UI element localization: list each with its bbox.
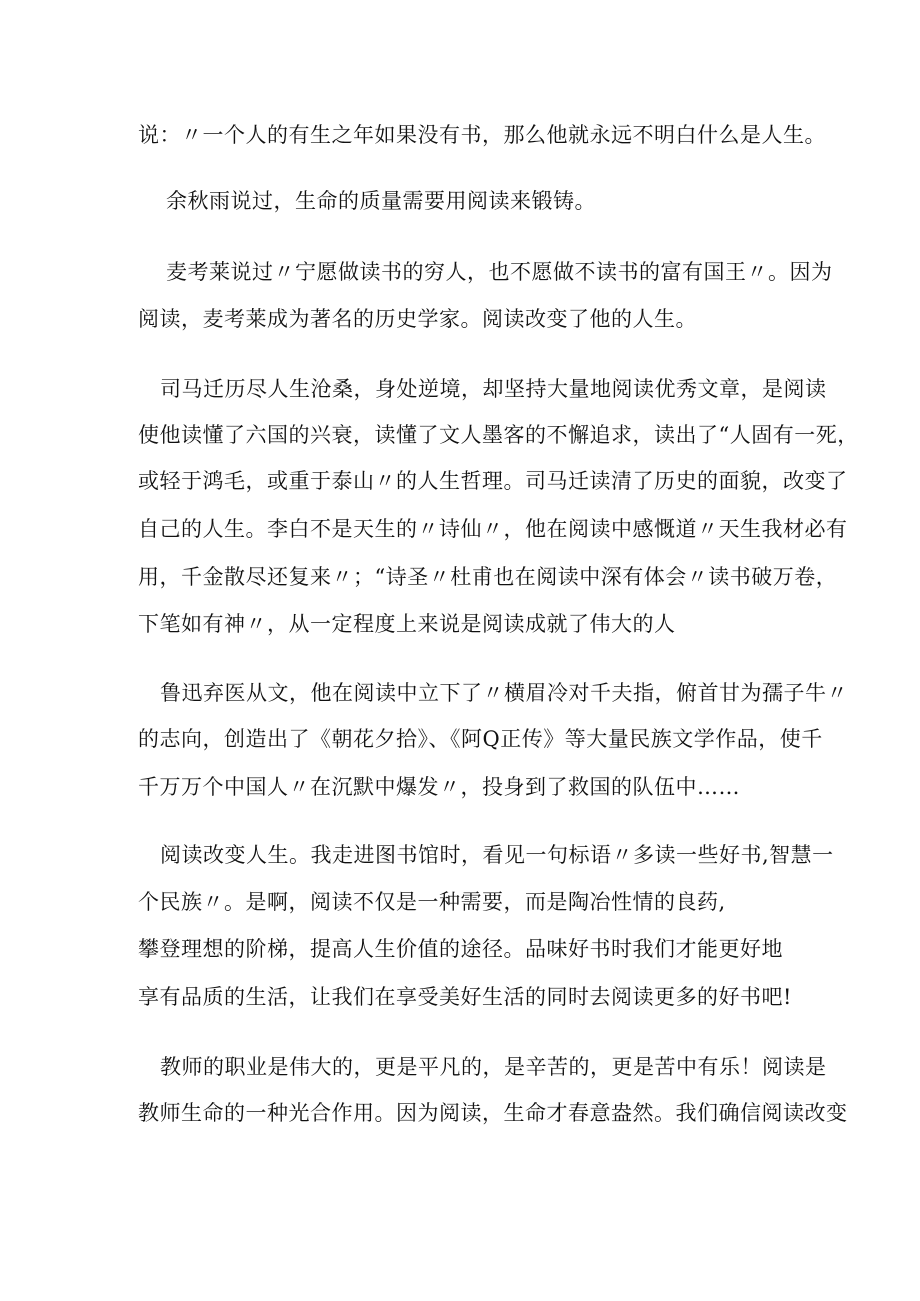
paragraph-4-line-5: 用，千金散尽还复来〃；“诗圣〃杜甫也在阅读中深有体会〃读书破万卷， bbox=[138, 565, 838, 589]
paragraph-2-line-1: 余秋雨说过，生命的质量需要用阅读来锻铸。 bbox=[166, 189, 596, 213]
paragraph-3-line-1: 麦考莱说过〃宁愿做读书的穷人，也不愿做不读书的富有国王〃。因为 bbox=[166, 260, 833, 284]
paragraph-4-line-4: 自己的人生。李白不是天生的〃诗仙〃，他在阅读中感慨道〃天生我材必有 bbox=[138, 517, 848, 541]
paragraph-4-line-2: 使他读懂了六国的兴衰，读懂了文人墨客的不懈追求，读出了“人固有一死， bbox=[138, 423, 859, 447]
paragraph-7-line-1: 教师的职业是伟大的，更是平凡的，是辛苦的，更是苦中有乐！阅读是 bbox=[160, 1055, 827, 1079]
paragraph-5-line-3: 千万万个中国人〃在沉默中爆发〃，投身到了救国的队伍中…… bbox=[138, 775, 740, 799]
paragraph-6-line-3: 攀登理想的阶梯，提高人生价值的途径。品味好书时我们才能更好地 bbox=[138, 937, 783, 961]
paragraph-4-line-6: 下笔如有神〃，从一定程度上来说是阅读成就了伟大的人 bbox=[138, 612, 676, 636]
paragraph-7-line-2: 教师生命的一种光合作用。因为阅读，生命才春意盎然。我们确信阅读改变 bbox=[138, 1101, 848, 1125]
paragraph-3-line-2: 阅读，麦考莱成为著名的历史学家。阅读改变了他的人生。 bbox=[138, 307, 697, 331]
paragraph-4-line-3: 或轻于鸿毛，或重于泰山〃的人生哲理。司马迁读清了历史的面貌，改变了 bbox=[138, 469, 848, 493]
paragraph-6-line-4: 享有品质的生活，让我们在享受美好生活的同时去阅读更多的好书吧! bbox=[138, 985, 792, 1009]
paragraph-6-line-1: 阅读改变人生。我走进图书馆时，看见一句标语〃多读一些好书,智慧一 bbox=[160, 843, 834, 867]
paragraph-4-line-1: 司马迁历尽人生沧桑，身处逆境，却坚持大量地阅读优秀文章，是阅读 bbox=[160, 377, 827, 401]
paragraph-6-line-2: 个民族〃。是啊，阅读不仅是一种需要，而是陶冶性情的良药, bbox=[138, 890, 726, 914]
paragraph-5-line-1: 鲁迅弃医从文，他在阅读中立下了〃横眉冷对千夫指，俯首甘为孺子牛〃 bbox=[160, 681, 848, 705]
paragraph-1-line-1: 说：〃一个人的有生之年如果没有书，那么他就永远不明白什么是人生。 bbox=[138, 123, 826, 147]
paragraph-5-line-2: 的志向，创造出了《朝花夕拾》、《阿Q正传》等大量民族文学作品，使千 bbox=[138, 727, 823, 751]
